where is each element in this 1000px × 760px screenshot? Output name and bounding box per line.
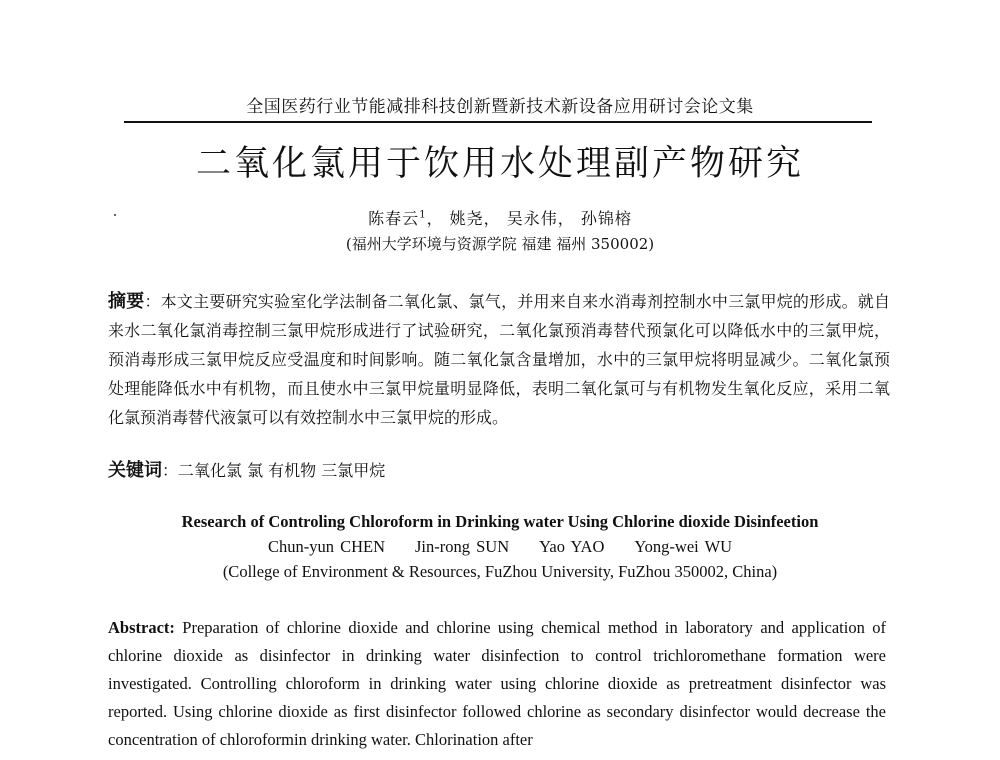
affiliation-cn: (福州大学环境与资源学院 福建 福州 350002) bbox=[345, 235, 655, 253]
keywords-cn-text: ：二氧化氯 氯 有机物 三氯甲烷 bbox=[162, 461, 386, 480]
author-first-mark: 1 bbox=[419, 209, 427, 221]
author-en-2: Jin-rong SUN bbox=[414, 537, 510, 556]
journal-header: 全国医药行业节能减排科技创新暨新技术新设备应用研讨会论文集 bbox=[246, 97, 754, 117]
authors-rest: ， 姚尧， 吴永伟， 孙锦榕 bbox=[426, 209, 632, 228]
abstract-en-text: Preparation of chlorine dioxide and chlorine using chemical method in laboratory and application of chlorine dioxide as disinfector in drinking water disinfection to control trichloromethane formation were investigated. Controlling chloroform in drinking water using chlorine dioxide as pretreatment disinfector was reported. Using chlorine dioxide as first disinfector followed chlorine as secondary disinfector would decrease the concentration of chloroformin drinking water. Chlorination after bbox=[108, 618, 886, 749]
author-en-3: Yao YAO bbox=[539, 537, 605, 556]
authors-en bbox=[0, 537, 1000, 557]
author-en-4: Yong-wei WU bbox=[634, 537, 733, 556]
abstract-cn-text: ：本文主要研究实验室化学法制备二氧化氯、氯气，并用来自来水消毒剂控制水中三氯甲烷的形成。就自来水二氧化氯消毒控制三氯甲烷形成进行了试验研究，二氧化氯预消毒替代预氯化可以降低水中的三氯甲烷，预消毒形成三氯甲烷反应受温度和时间影响。随二氧化氯含量增加，水中的三氯甲烷将明显减少。二氧化氯预处理能降低水中有机物，而且使水中三氯甲烷量明显降低，表明二氧化氯可与有机物发生氧化反应，采用二氧化氯预消毒替代液氯可以有效控制水中三氯甲烷的形成。 bbox=[108, 292, 890, 427]
affiliation-en: (College of Environment & Resources, FuZhou University, FuZhou 350002, China) bbox=[222, 562, 778, 581]
abstract-cn-label: 摘要 bbox=[108, 291, 145, 312]
author-en-1: Chun-yun CHEN bbox=[267, 537, 385, 556]
paper-title-cn: 二氧化氯用于饮用水处理副产物研究 bbox=[195, 144, 804, 184]
abstract-cn bbox=[108, 287, 890, 432]
abstract-en-label: Abstract: bbox=[108, 618, 175, 637]
abstract-en bbox=[108, 614, 886, 754]
header-divider bbox=[124, 121, 872, 123]
author-first: 陈春云 bbox=[368, 209, 420, 228]
keywords-cn bbox=[108, 456, 890, 482]
paper-title-en: Research of Controling Chloroform in Drinking water Using Chlorine dioxide Disinfeetion bbox=[181, 512, 819, 531]
keywords-cn-label: 关键词 bbox=[108, 460, 162, 481]
authors-cn bbox=[0, 206, 1000, 229]
